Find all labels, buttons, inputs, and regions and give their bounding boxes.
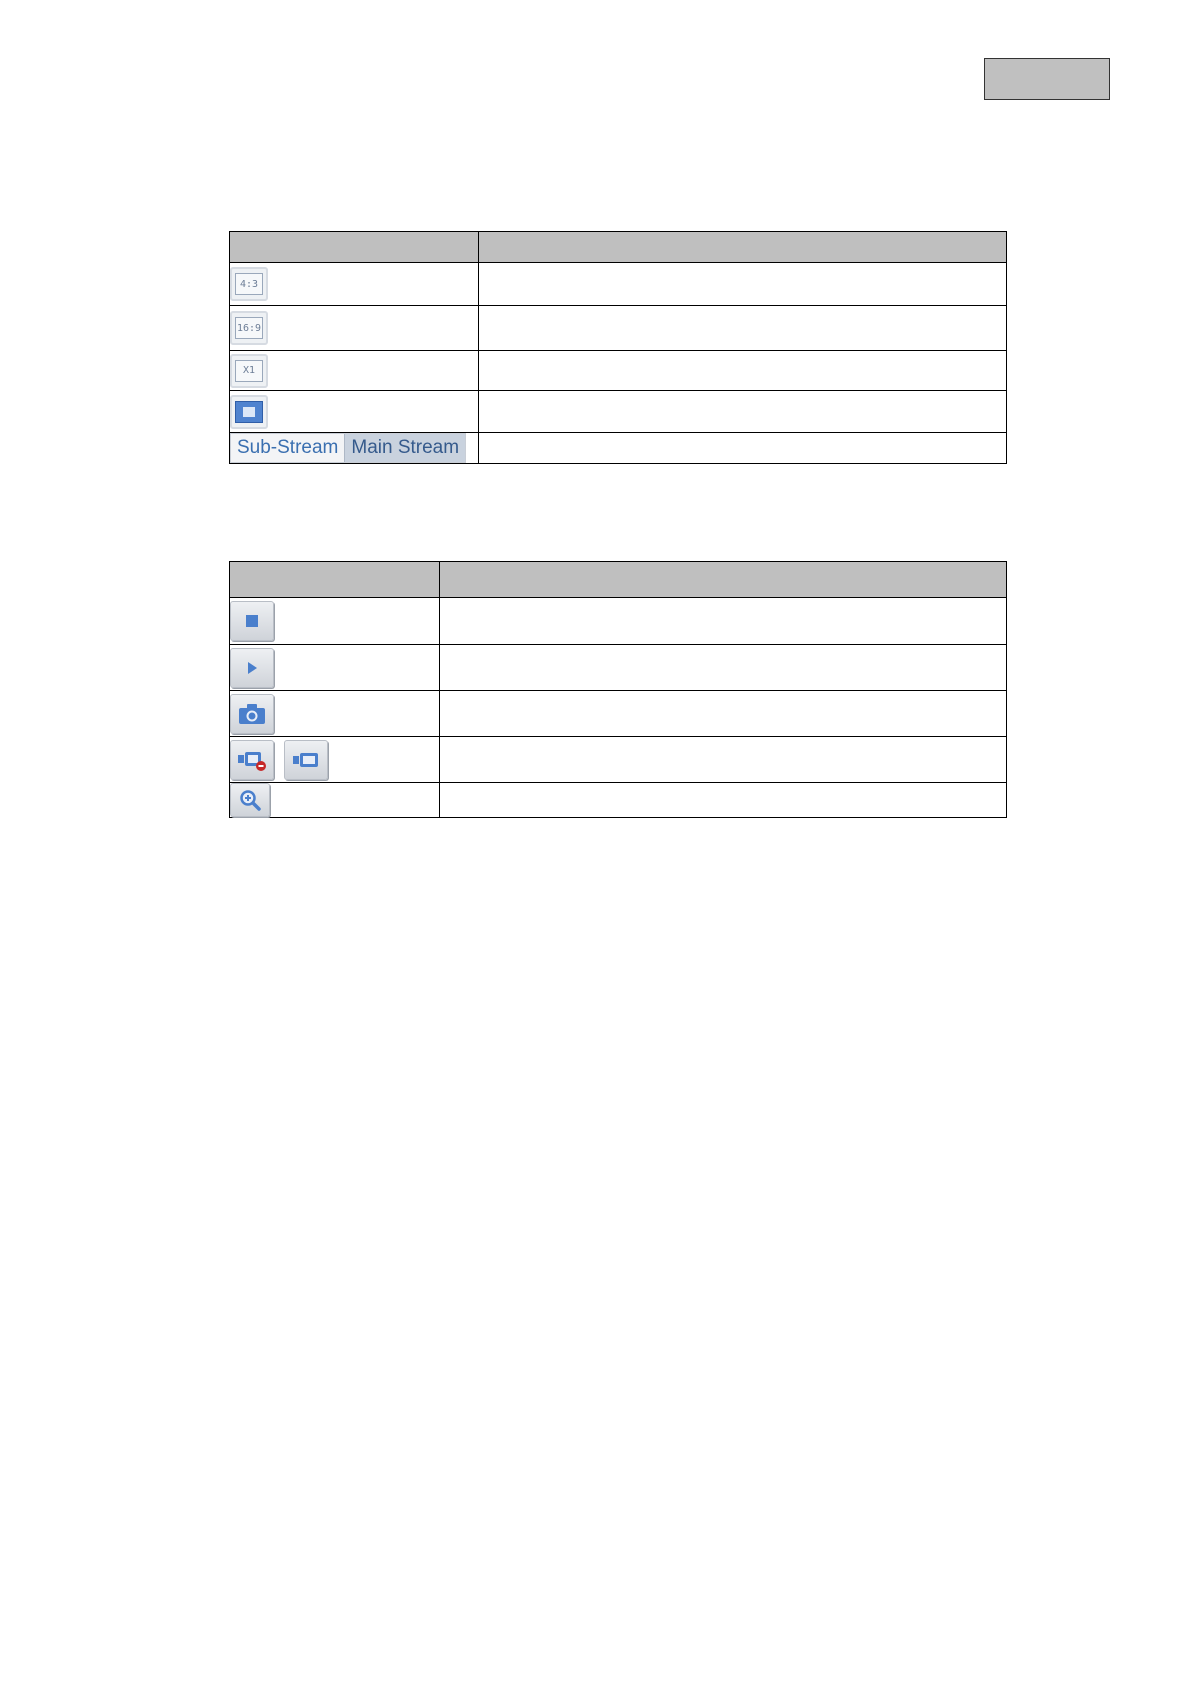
- playback-controls-table: [229, 561, 1007, 818]
- icon-cell: [230, 263, 479, 306]
- stop-icon: [244, 613, 260, 629]
- icon-cell: [230, 737, 440, 783]
- camera-icon: [238, 703, 266, 725]
- zoom-icon: [239, 789, 261, 811]
- snapshot-button[interactable]: [230, 694, 274, 734]
- aspect-4-3-icon: 4:3: [235, 273, 263, 295]
- table-header-cell: [440, 562, 1007, 598]
- record-icon: [291, 749, 321, 771]
- description-cell: [440, 691, 1007, 737]
- table-header-cell: [230, 232, 479, 263]
- table-row: [230, 391, 1007, 433]
- description-cell: [440, 598, 1007, 645]
- table-row: [230, 783, 1007, 818]
- aspect-4-3-button[interactable]: [230, 267, 268, 301]
- table-row: [230, 306, 1007, 351]
- description-cell: [479, 306, 1007, 351]
- icon-cell: [230, 783, 440, 818]
- table-header-row: [230, 562, 1007, 598]
- record-stop-button[interactable]: [230, 740, 274, 780]
- icon-cell: [230, 306, 479, 351]
- play-icon: [244, 660, 260, 676]
- description-cell: [440, 737, 1007, 783]
- zoom-button[interactable]: [230, 783, 270, 817]
- table-row: [230, 598, 1007, 645]
- icon-cell: [230, 433, 479, 464]
- stop-button[interactable]: [230, 601, 274, 641]
- table-header-row: [230, 232, 1007, 263]
- description-cell: [479, 263, 1007, 306]
- description-cell: [440, 783, 1007, 818]
- main-stream-button[interactable]: Main Stream: [344, 434, 465, 462]
- icon-cell: [230, 351, 479, 391]
- table-row: [230, 645, 1007, 691]
- table-row: [230, 691, 1007, 737]
- icon-cell: [230, 691, 440, 737]
- table-row: [230, 351, 1007, 391]
- record-stop-icon: [236, 748, 268, 772]
- sub-stream-button[interactable]: Sub-Stream: [237, 437, 339, 458]
- table-header-cell: [230, 562, 440, 598]
- fit-window-button[interactable]: [230, 395, 268, 429]
- fit-window-icon: [235, 401, 263, 423]
- aspect-16-9-button[interactable]: [230, 311, 268, 345]
- description-cell: [479, 433, 1007, 464]
- original-size-icon: X1: [235, 360, 263, 382]
- description-cell: [479, 351, 1007, 391]
- icon-cell: [230, 391, 479, 433]
- description-cell: [479, 391, 1007, 433]
- aspect-16-9-icon: 16:9: [235, 317, 263, 339]
- record-button[interactable]: [284, 740, 328, 780]
- page-corner-box: [984, 58, 1110, 100]
- stream-toggle: [230, 433, 466, 463]
- original-size-button[interactable]: [230, 354, 268, 388]
- view-options-table: [229, 231, 1007, 464]
- table-row: [230, 263, 1007, 306]
- icon-cell: [230, 645, 440, 691]
- table-row: [230, 433, 1007, 464]
- description-cell: [440, 645, 1007, 691]
- icon-cell: [230, 598, 440, 645]
- table-row: [230, 737, 1007, 783]
- play-button[interactable]: [230, 648, 274, 688]
- table-header-cell: [479, 232, 1007, 263]
